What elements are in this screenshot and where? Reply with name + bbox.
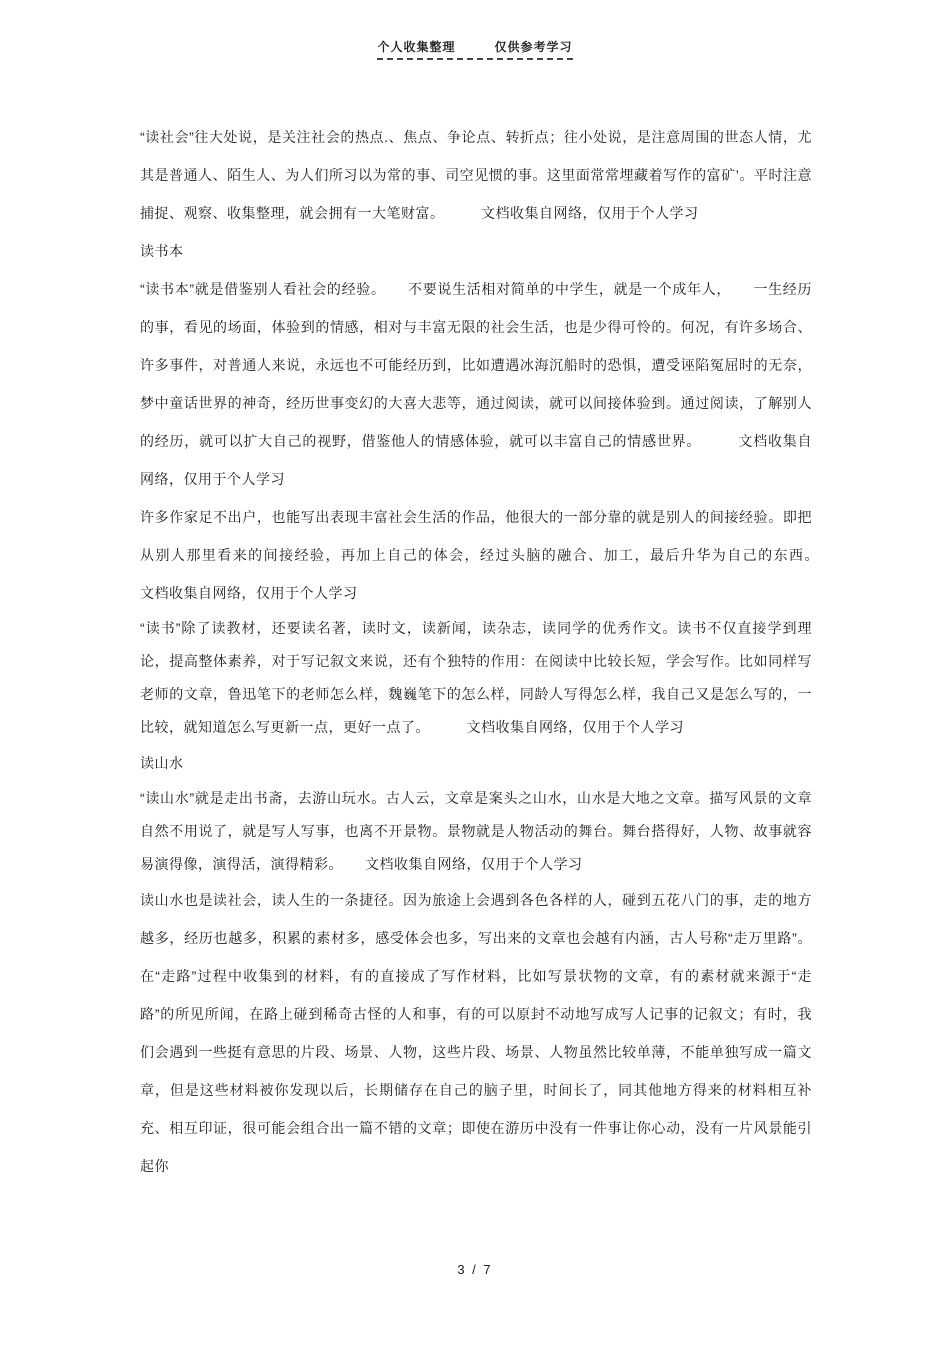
body-paragraph: 许多作家足不出户，也能写出表现丰富社会生活的作品，他很大的一部分靠的就是别人的间接经验。即把从别人那里看来的间接经验，再加上自己的体会，经过头脑的融合、加工，最后升华为自己的东西。 文档收集自网络，仅用于个人学习	[140, 509, 870, 601]
header-text: 个人收集整理 仅供参考学习	[377, 38, 572, 60]
body-paragraph: “读书”除了读教材，还要读名著，读时文，读新闻，读杂志，读同学的优秀作文。读书不仅直接学到理论，提高整体素养，对于写记叙文来说，还有个独特的作用：在阅读中比较长短，学会写作。比如同样写老师的文章，鲁迅笔下的老师怎么样，魏巍笔下的怎么样，同龄人写得怎么样，我自己又是怎么写的，一比较，就知道怎么写更新一点，更好一点了。 文档收集自网络，仅用于个人学习	[140, 620, 812, 735]
page-header	[0, 38, 950, 60]
body-paragraph: “读社会”往大处说，是关注社会的热点.、焦点、争论点、转折点；往小处说，是注意周围的世态人情，尤其是普通人、陌生人、为人们所习以为常的事、司空见惯的事。这里面常常埋藏着写作的富矿’。平时注意捕捉、观察、收集整理，就会拥有一大笔财富。 文档收集自网络，仅用于个人学习	[140, 129, 812, 221]
section-heading: 读书本	[140, 243, 184, 259]
page-number: 3 / 7	[457, 1262, 493, 1277]
page-footer	[0, 1262, 950, 1277]
section-heading: 读山水	[140, 755, 184, 771]
body-paragraph: 读山水也是读社会，读人生的一条捷径。因为旅途上会遇到各色各样的人，碰到五花八门的事，走的地方越多，经历也越多，积累的素材多，感受体会也多，写出来的文章也会越有内涵，古人号称“走万里路”。在“走路”过程中收集到的材料，有的直接成了写作材料，比如写景状物的文章，有的素材就来源于“走路”的所见所闻，在路上碰到稀奇古怪的人和事，有的可以原封不动地写成写人记事的记叙文；有时，我们会遇到一些挺有意思的片段、场景、人物，这些片段、场景、人物虽然比较单薄，不能单独写成一篇文章，但是这些材料被你发现以后，长期储存在自己的脑子里，时间长了，同其他地方得来的材料相互补充、相互印证，很可能会组合出一篇不错的文章；即使在游历中没有一件事让你心动，没有一片风景能引起你	[140, 892, 812, 1174]
document-body	[140, 118, 870, 1185]
body-paragraph: “读书本”就是借鉴别人看社会的经验。 不要说生活相对简单的中学生，就是一个成年人， 一生经历的事，看见的场面，体验到的情感，相对与丰富无限的社会生活，也是少得可怜的。何况，有许多场合、许多事件，对普通人来说，永远也不可能经历到，比如遭遇冰海沉船时的恐惧，遭受诬陷冤屈时的无奈，梦中童话世界的神奇，经历世事变幻的大喜大悲等，通过阅读，就可以间接体验到。通过阅读，了解别人的经历，就可以扩大自己的视野，借鉴他人的情感体验，就可以丰富自己的情感世界。 文档收集自网络，仅用于个人学习	[140, 281, 812, 487]
body-paragraph: “读山水”就是走出书斋，去游山玩水。古人云，文章是案头之山水，山水是大地之文章。描写风景的文章自然不用说了，就是写人写事，也离不开景物。景物就是人物活动的舞台。舞台搭得好，人物、故事就容易演得像，演得活，演得精彩。 文档收集自网络，仅用于个人学习	[140, 790, 812, 872]
